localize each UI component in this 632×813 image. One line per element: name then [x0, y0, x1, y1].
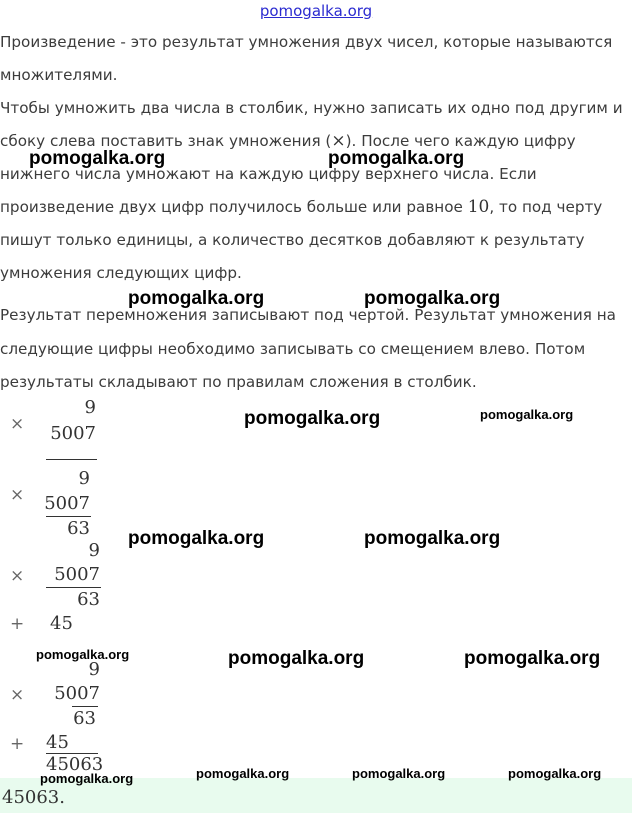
underline-rule — [46, 516, 91, 517]
watermark: pomogalka.org — [244, 408, 381, 429]
watermark: pomogalka.org — [480, 407, 574, 422]
underline-rule — [46, 587, 101, 588]
multiply-sign: × — [10, 485, 25, 505]
bottom-factor: 5007 — [54, 683, 100, 704]
top-factor: 9 — [78, 468, 90, 489]
partial-product-2: 45 — [46, 732, 69, 753]
watermark: pomogalka.org — [40, 771, 134, 786]
plus-sign: + — [10, 614, 25, 634]
text-span: , то под черту — [489, 198, 603, 216]
underline-rule — [46, 459, 97, 460]
site-header-link[interactable]: pomogalka.org — [259, 2, 373, 20]
multiply-sign: × — [10, 566, 25, 586]
bottom-factor: 5007 — [54, 564, 100, 585]
paragraph-line — [0, 191, 620, 224]
watermark: pomogalka.org — [128, 288, 265, 309]
paragraph-line: множителями. — [0, 66, 118, 84]
bottom-factor: 5007 — [50, 423, 96, 444]
watermark: pomogalka.org — [228, 648, 365, 669]
multiply-sign-inline: × — [331, 131, 346, 151]
watermark: pomogalka.org — [196, 766, 290, 781]
partial-product-2: 45 — [50, 613, 73, 634]
partial-product-1: 63 — [73, 708, 96, 729]
watermark: pomogalka.org — [464, 648, 601, 669]
paragraph-line: Результат перемножения записывают под чертой. Результат умножения на — [0, 306, 616, 324]
top-factor: 9 — [84, 397, 96, 418]
bottom-factor: 5007 — [44, 493, 90, 514]
partial-product-1: 63 — [77, 589, 100, 610]
underline-rule — [72, 706, 98, 707]
top-factor: 9 — [88, 540, 100, 561]
text-span: ). После чего каждую цифру — [345, 132, 576, 150]
multiply-sign: × — [10, 685, 25, 705]
paragraph-line: Произведение - это результат умножения двух чисел, которые называются — [0, 33, 613, 51]
paragraph-line: пишут только единицы, а количество десятков добавляют к результату — [0, 231, 585, 249]
watermark: pomogalka.org — [364, 288, 501, 309]
multiply-sign: × — [10, 414, 25, 434]
watermark: pomogalka.org — [508, 766, 602, 781]
text-span: сбоку слева поставить знак умножения ( — [0, 132, 332, 150]
top-factor: 9 — [88, 659, 100, 680]
watermark: pomogalka.org — [364, 528, 501, 549]
number-inline: 10 — [467, 197, 490, 217]
watermark: pomogalka.org — [328, 148, 465, 169]
paragraph-line: следующие цифры необходимо записывать со смещением влево. Потом — [0, 340, 586, 358]
watermark: pomogalka.org — [36, 647, 130, 662]
paragraph-line: Чтобы умножить два числа в столбик, нужно записать их одно под другим и — [0, 99, 623, 117]
watermark: pomogalka.org — [29, 148, 166, 169]
paragraph-line: результаты складывают по правилам сложения в столбик. — [0, 373, 477, 391]
plus-sign: + — [10, 734, 25, 754]
watermark: pomogalka.org — [352, 766, 446, 781]
text-span: произведение двух цифр получилось больше или равное — [0, 198, 468, 216]
paragraph-line: умножения следующих цифр. — [0, 264, 242, 282]
answer-value: 45063. — [2, 787, 65, 808]
watermark: pomogalka.org — [128, 528, 265, 549]
final-product: 45063 — [46, 754, 104, 775]
partial-product-1: 63 — [67, 518, 90, 539]
paragraph-line: нижнего числа умножают на каждую цифру верхнего числа. Если — [0, 165, 537, 183]
